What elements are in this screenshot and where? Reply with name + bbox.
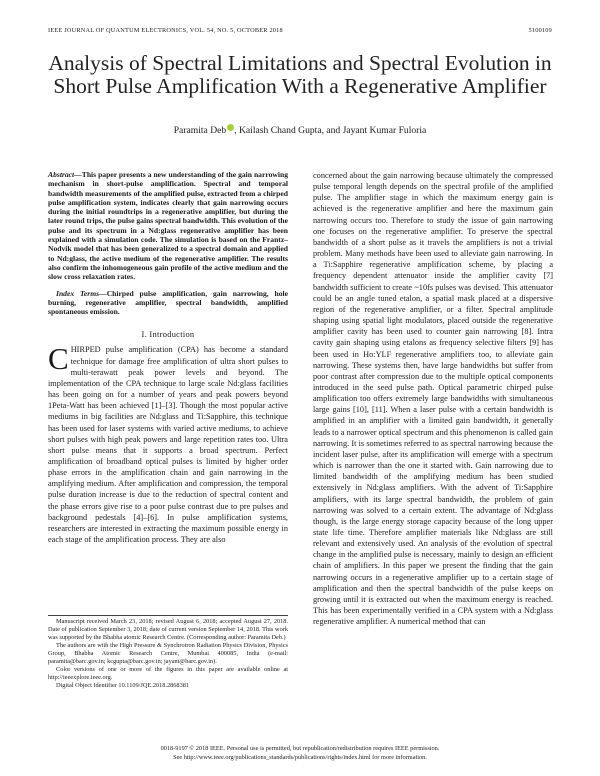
footnote-received: Manuscript received March 23, 2018; revised August 6, 2018; accepted August 27, 2018. Date of publication September 3, 2018; date of current version September 14, 2018. This work was supported by the Bhabha atomic Research Centre. (Corresponding author: Paramita Deb.): [48, 618, 288, 641]
index-terms-label: Index Terms—: [56, 288, 107, 298]
footnotes: [48, 615, 288, 690]
paper-title: Analysis of Spectral Limitations and Spectral Evolution in Short Pulse Amplification With a Regenerative Amplifier: [48, 51, 552, 98]
abstract: [48, 170, 288, 282]
index-terms-text: Chirped pulse amplification, gain narrowing, hole burning, regenerative amplifier, spectral bandwidth, amplified spontaneous emission.: [48, 288, 289, 317]
page-id: 5100109: [528, 27, 552, 34]
first-author: Paramita Deb: [173, 125, 227, 136]
author-line: [48, 124, 552, 136]
footnote-affiliation: The authors are with the High Pressure & Synchrotron Radiation Physics Division, Physics Group, Bhabha Atomic Research Centre, Mumbai 400085, India (e-mail: paramita@barc.gov.in; kcgupta@barc.gov.in; jayant@barc.gov.in).: [48, 642, 288, 665]
journal-header: IEEE JOURNAL OF QUANTUM ELECTRONICS, VOL. 54, NO. 5, OCTOBER 2018: [48, 27, 283, 34]
intro-paragraph: [48, 341, 288, 545]
intro-text: HIRPED pulse amplification (CPA) has become a standard technique for damage free amplification of ultra short pulses to multi-terawatt peak power levels and beyond. The implementation of the CPA technique to large scale Nd:glass facilities has been going on for a number of years and peak powers beyond 1Peta-Watt has been achieved [1]–[3]. Though the most popular active mediums in big facilities are Nd:glass and Ti:Sapphire, this technique has been used for laser systems with varied active mediums, to achieve short pulses with high peak powers and large repetition rates too. Ultra short pulse means that it supports a broad spectrum. Perfect amplification of broadband optical pulses is limited by higher order phase errors in the amplification chain and gain narrowing in the amplifying medium. After amplification and compression, the temporal pulse duration increase is due to the reduction of spectral content and the phase errors give rise to a poor pulse contrast due to pre pulses and background pedestals [4]–[6]. In pulse amplification systems, researchers are interested in extracting the maximum possible energy in each stage of the amplification process. They are also: [48, 345, 288, 545]
copyright-line: 0018-9197 © 2018 IEEE. Personal use is permitted, but republication/redistribution requires IEEE permission.: [160, 745, 440, 752]
drop-cap: C: [48, 341, 69, 377]
footnote-doi: Digital Object Identifier 10.1109/JQE.2018.2868381: [56, 682, 190, 689]
index-terms: [48, 289, 288, 317]
footnote-color: Color versions of one or more of the figures in this paper are available online at http://ieeexplore.ieee.org.: [48, 666, 288, 681]
running-header: [48, 27, 552, 34]
right-body-text: concerned about the gain narrowing because ultimately the compressed pulse temporal length depends on the spectral profile of the amplified pulse. The amplifier stage in which the maximum energy gain is achieved is the regenerative amplifier and here the maximum gain narrowing occurs too. Therefore to study the issue of gain narrowing one focuses on the regenerative amplifier. To preserve the spectral bandwidth of a short pulse as it travels the amplifiers is not a trivial problem. Many methods have been used to alleviate gain narrowing. In a Ti:Sapphire regenerative amplification scheme, by placing a frequency dependent attenuator inside the amplifier cavity [7] bandwidth sufficient to create ~10fs pulses was devised. This attenuator could be an angle tuned etalon, a spatial mask placed at a dispersive region of the regenerative amplifier, or a filter. Spectral amplitude shaping using spatial light modulators, placed outside the regenerative amplifier cavity has been used to counter gain narrowing [8]. Intra cavity gain shaping using etalons as frequency selective filters [9] has been used in Ho:YLF regenerative amplifiers too, to alleviate gain narrowing. These systems then, have large bandwidths but suffer from poor contrast after compression due to the multiple optical components introduced in the seed pulse path. Optical parametric chirped pulse amplification too offers extremely large bandwidths with simultaneous large gains [10], [11]. When a laser pulse with a certain bandwidth is amplified in an amplifier with a limited gain bandwidth, it generally leads to a narrower optical spectrum and this phenomenon is called gain narrowing. It is sometimes referred to as spectral narrowing because the incident laser pulse, after its amplification will emerge with a spectrum which is narrower than the one it started with. Gain narrowing due to limited bandwidth of the amplifying medium has been studied extensively in Nd:glass amplifiers. With the advent of Ti:Sapphire amplifiers, with its large spectral bandwidth, the problem of gain narrowing was solved to a certain extent. The advantage of Nd:glass though, is the large energy storage capacity because of the long upper state life time. Therefore amplifier materials like Nd:glass are still relevant and extensively used. An analysis of the evolution of spectral change in the amplified pulse is necessary, mainly to design an efficient chain of amplifiers. In this paper we present the finding that the gain narrowing occurs in a regenerative amplifier up to a certain stage of amplification and then the spectral bandwidth of the pulse keeps on growing until it is extracted out when the maximum energy is reached. This has been experimentally verified in a CPA system with a Nd:glass regenerative amplifier. A numerical method that can: [313, 171, 553, 627]
abstract-label: Abstract—: [48, 170, 82, 179]
right-column: [313, 170, 553, 627]
section-heading-introduction: I. Introduction: [141, 330, 195, 340]
copyright-footer: [48, 744, 552, 762]
rights-link-line: See http://www.ieee.org/publications_standards/publications/rights/index.html for more information.: [173, 754, 427, 761]
other-authors: , Kailash Chand Gupta, and Jayant Kumar Fuloria: [234, 125, 427, 136]
abstract-text: This paper presents a new understanding of the gain narrowing mechanism in short-pulse amplification. Spectral and temporal bandwidth measurements of the amplified pulse, extracted from a chirped pulse amplification system, indicates clearly that gain narrowing occurs during the initial roundtrips in a regenerative amplifier, but during the later round trips, the pulse gains spectral bandwidth. This evolution of the pulse and its spectrum in a Nd:glass regenerative amplifier has been explained with a simulation code. The simulation is based on the Frantz–Nodvik model that has been generalized to a spectral domain and applied to Nd:glass, the active medium of the regenerative amplifier. The results also confirm the inhomogeneous gain profile of the active medium and the slow cross relaxation rates.: [48, 170, 288, 282]
left-column: [48, 170, 288, 545]
